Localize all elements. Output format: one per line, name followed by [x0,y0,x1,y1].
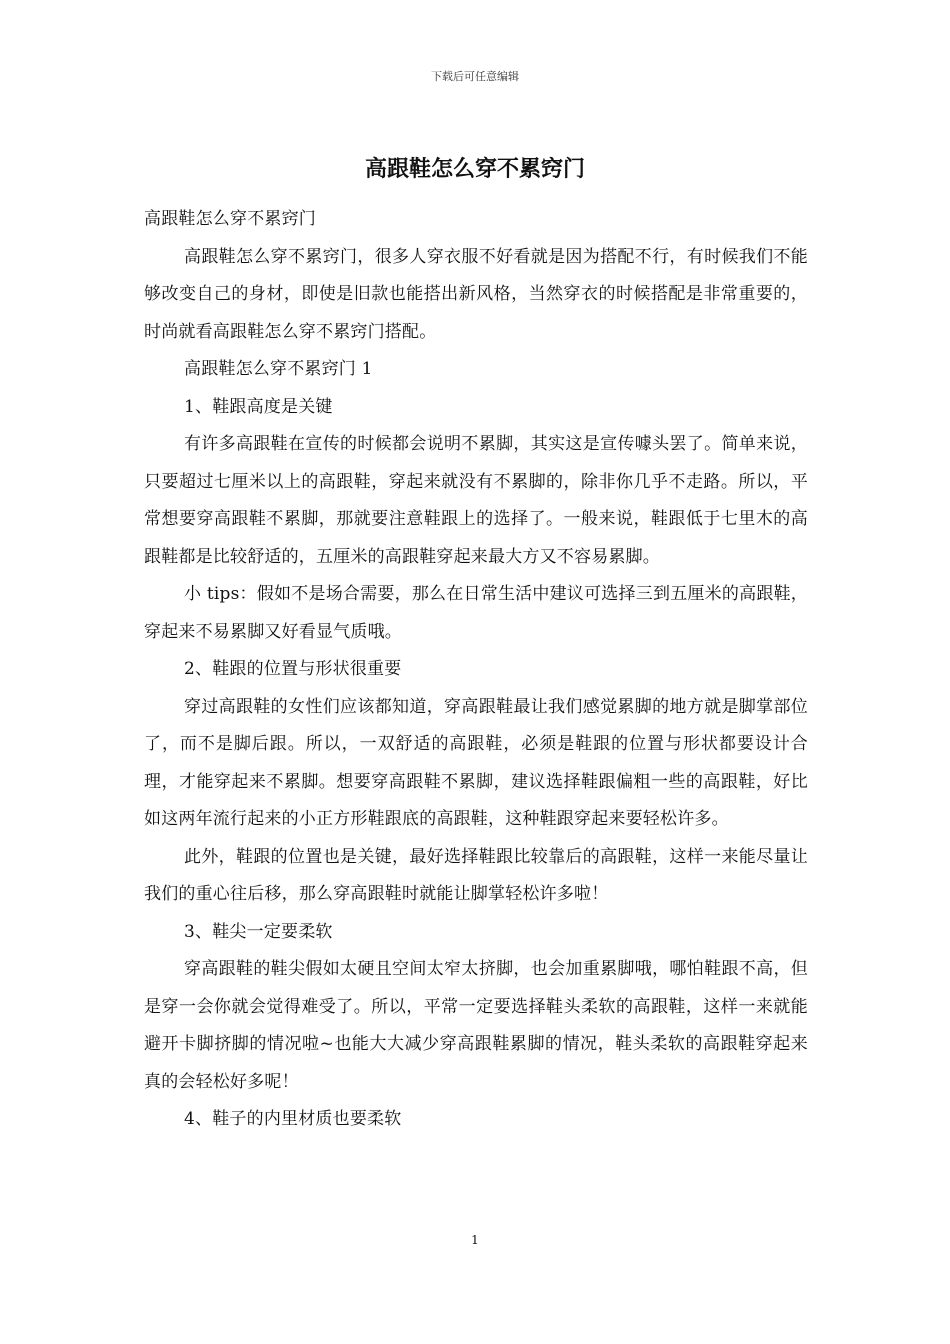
body-paragraph: 小 tips：假如不是场合需要，那么在日常生活中建议可选择三到五厘米的高跟鞋，穿起来不易累脚又好看显气质哦。 [144,584,808,642]
body-paragraph: 高跟鞋怎么穿不累窍门 [144,209,316,229]
document-title: 高跟鞋怎么穿不累窍门 [364,156,585,182]
body-paragraph: 高跟鞋怎么穿不累窍门，很多人穿衣服不好看就是因为搭配不行，有时候我们不能够改变自己的身材，即使是旧款也能搭出新风格，当然穿衣的时候搭配是非常重要的，时尚就看高跟鞋怎么穿不累窍门搭配。 [144,246,808,342]
section-heading: 4、鞋子的内里材质也要柔软 [184,1109,402,1129]
page-header-note: 下载后可任意编辑 [431,70,519,83]
body-paragraph: 穿过高跟鞋的女性们应该都知道，穿高跟鞋最让我们感觉累脚的地方就是脚掌部位了，而不是脚后跟。所以，一双舒适的高跟鞋，必须是鞋跟的位置与形状都要设计合理，才能穿起来不累脚。想要穿高跟鞋不累脚，建议选择鞋跟偏粗一些的高跟鞋，好比如这两年流行起来的小正方形鞋跟底的高跟鞋，这种鞋跟穿起来要轻松许多。 [144,696,808,829]
document-body [144,201,808,1139]
section-heading: 1、鞋跟高度是关键 [184,396,333,417]
body-paragraph: 有许多高跟鞋在宣传的时候都会说明不累脚，其实这是宣传噱头罢了。简单来说，只要超过七厘米以上的高跟鞋，穿起来就没有不累脚的，除非你几乎不走路。所以，平常想要穿高跟鞋不累脚，那就要注意鞋跟上的选择了。一般来说，鞋跟低于七里木的高跟鞋都是比较舒适的，五厘米的高跟鞋穿起来最大方又不容易累脚。 [144,434,808,567]
section-heading: 3、鞋尖一定要柔软 [184,921,333,942]
body-paragraph: 穿高跟鞋的鞋尖假如太硬且空间太窄太挤脚，也会加重累脚哦，哪怕鞋跟不高，但是穿一会你就会觉得难受了。所以，平常一定要选择鞋头柔软的高跟鞋，这样一来就能避开卡脚挤脚的情况啦~也能大大减少穿高跟鞋累脚的情况，鞋头柔软的高跟鞋穿起来真的会轻松好多呢！ [144,959,808,1092]
section-heading: 2、鞋跟的位置与形状很重要 [184,659,402,679]
body-paragraph: 此外，鞋跟的位置也是关键，最好选择鞋跟比较靠后的高跟鞋，这样一来能尽量让我们的重心往后移，那么穿高跟鞋时就能让脚掌轻松许多啦！ [144,846,808,904]
page-number: 1 [471,1233,479,1247]
section-heading: 高跟鞋怎么穿不累窍门 1 [184,359,373,379]
